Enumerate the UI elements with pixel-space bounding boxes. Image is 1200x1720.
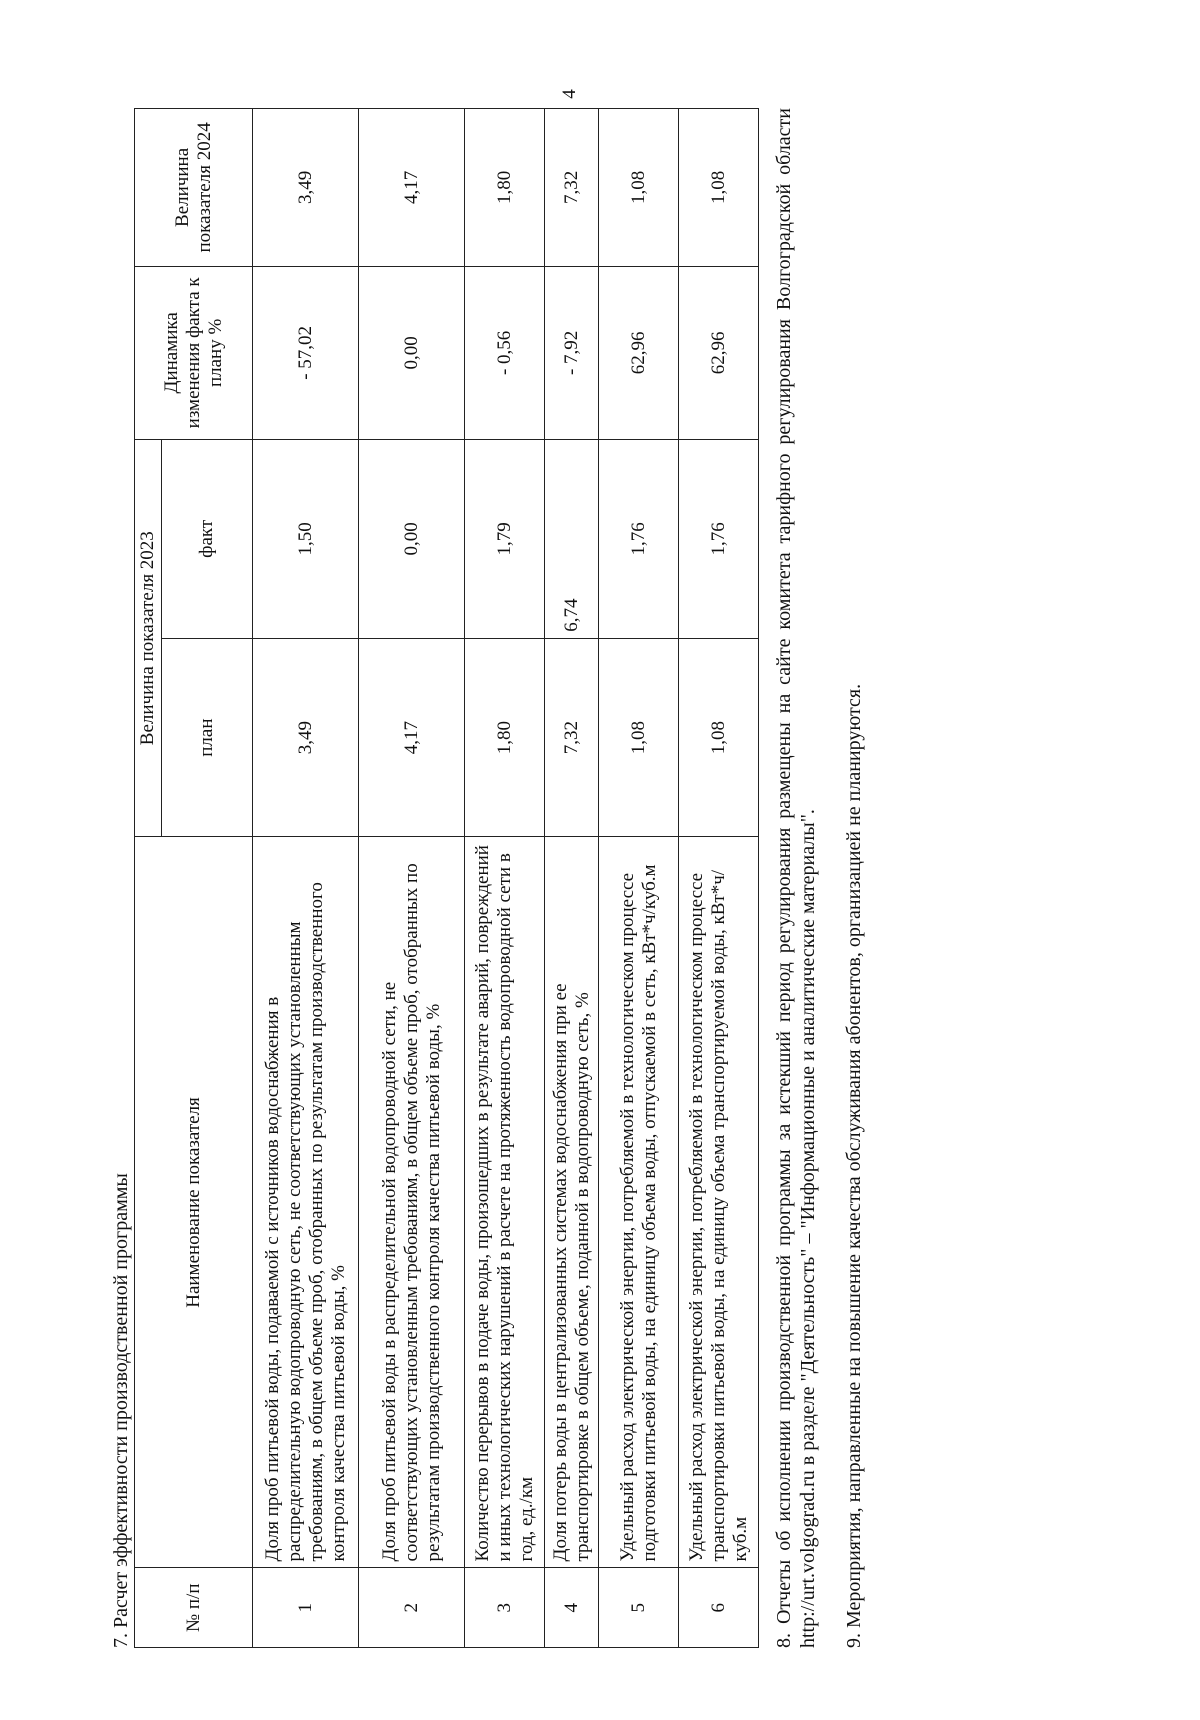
- header-name: Наименование показателя: [135, 837, 253, 1568]
- row-plan: 7,32: [545, 638, 599, 837]
- row-num: 6: [679, 1568, 759, 1648]
- row-name: Количество перерывов в подаче воды, произошедших в результате аварий, повреждений и иных технологических нарушений в расчете на протяженность водопроводной сети в год, ед./км: [465, 837, 545, 1568]
- row-fact: 1,76: [599, 439, 679, 638]
- note-8: 8. Отчеты об исполнении производственной программы за истекший период регулирования размещены на сайте комитета тарифного регулирования Волгоградской области http://urt.volgograd.ru в разделе "Деятельность" – "Информационные и аналитические материалы".: [773, 108, 819, 1648]
- row-num: 5: [599, 1568, 679, 1648]
- header-value-2024: Величина показателя 2024: [135, 109, 253, 267]
- row-name: Удельный расход электрической энергии, потребляемой в технологическом процессе транспортировки питьевой воды, на единицу объема транспортируемой воды, кВт*ч/куб.м: [679, 837, 759, 1568]
- note-9: 9. Мероприятия, направленные на повышение качества обслуживания абонентов, организацией не планируются.: [843, 683, 865, 1648]
- table-row: [599, 109, 679, 1648]
- row-plan: 3,49: [253, 638, 359, 837]
- row-fact: 6,74: [545, 439, 599, 638]
- header-value-2023: Величина показателя 2023: [135, 439, 162, 837]
- row-dynamics: 0,00: [359, 266, 465, 439]
- row-value-2024: 3,49: [253, 109, 359, 267]
- header-plan: план: [162, 638, 253, 837]
- row-dynamics: - 57,02: [253, 266, 359, 439]
- row-value-2024: 1,08: [679, 109, 759, 267]
- row-num: 3: [465, 1568, 545, 1648]
- row-value-2024: 7,32: [545, 109, 599, 267]
- header-fact: факт: [162, 439, 253, 638]
- table-row: [679, 109, 759, 1648]
- row-dynamics: 62,96: [679, 266, 759, 439]
- row-name: Удельный расход электрической энергии, потребляемой в технологическом процессе подготовки питьевой воды, на единицу объема воды, отпускаемой в сеть, кВт*ч/куб.м: [599, 837, 679, 1568]
- section-title: 7. Расчет эффективности производственной программы: [110, 1173, 132, 1648]
- row-plan: 1,80: [465, 638, 545, 837]
- header-num: № п/п: [135, 1568, 253, 1648]
- row-name: Доля потерь воды в централизованных системах водоснабжения при ее транспортировке в общем объеме, поданной в водопроводную сеть, %: [545, 837, 599, 1568]
- row-dynamics: - 0,56: [465, 266, 545, 439]
- row-name: Доля проб питьевой воды в распределительной водопроводной сети, не соответствующих установленным требованиям, в общем объеме проб, отобранных по результатам производственного контроля качества питьевой воды, %: [359, 837, 465, 1568]
- table-header-row: [135, 109, 162, 1648]
- row-value-2024: 1,80: [465, 109, 545, 267]
- row-value-2024: 4,17: [359, 109, 465, 267]
- row-num: 2: [359, 1568, 465, 1648]
- row-fact: 1,76: [679, 439, 759, 638]
- row-fact: 1,50: [253, 439, 359, 638]
- table-row: [253, 109, 359, 1648]
- table-row: [465, 109, 545, 1648]
- row-num: 1: [253, 1568, 359, 1648]
- row-plan: 1,08: [679, 638, 759, 837]
- row-plan: 4,17: [359, 638, 465, 837]
- row-value-2024: 1,08: [599, 109, 679, 267]
- row-name: Доля проб питьевой воды, подаваемой с источников водоснабжения в распределительную водопроводную сеть, не соответствующих установленным требованиям, в общем объеме проб, отобранных по результатам производственного контроля качества питьевой воды, %: [253, 837, 359, 1568]
- notes: [772, 108, 888, 1648]
- table-row: [545, 109, 599, 1648]
- efficiency-table: [134, 108, 759, 1648]
- landscape-content: [110, 108, 1110, 1648]
- row-fact: 0,00: [359, 439, 465, 638]
- row-plan: 1,08: [599, 638, 679, 837]
- row-fact: 1,79: [465, 439, 545, 638]
- table-row: [359, 109, 465, 1648]
- row-dynamics: - 7,92: [545, 266, 599, 439]
- row-dynamics: 62,96: [599, 266, 679, 439]
- page-number: 4: [558, 89, 580, 99]
- header-dynamics: Динамика изменения факта к плану %: [135, 266, 253, 439]
- row-num: 4: [545, 1568, 599, 1648]
